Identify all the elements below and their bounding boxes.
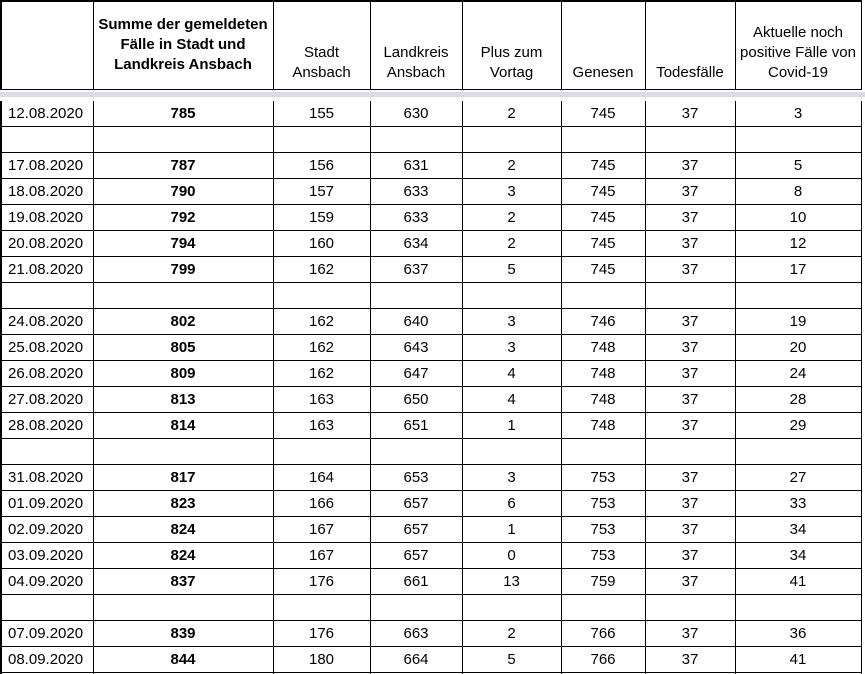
table-row: [1, 361, 861, 387]
cell-genesen-r8[interactable]: 746: [561, 309, 645, 335]
cell-stadt-r0[interactable]: 155: [273, 101, 370, 127]
cell-aktuell-r1[interactable]: [735, 127, 861, 153]
cell-stadt-r1[interactable]: [273, 127, 370, 153]
cell-summe-r11[interactable]: 813: [93, 387, 273, 413]
table-row-empty: [1, 595, 861, 621]
cell-aktuell-r12[interactable]: 29: [735, 413, 861, 439]
cell-summe-r2[interactable]: 787: [93, 153, 273, 179]
cell-plus-r17[interactable]: 0: [462, 543, 561, 569]
cell-plus-r9[interactable]: 3: [462, 335, 561, 361]
cell-stadt-r15[interactable]: 166: [273, 491, 370, 517]
cell-stadt-r16[interactable]: 167: [273, 517, 370, 543]
cell-landkreis-r0[interactable]: 630: [370, 101, 462, 127]
cell-todesfaelle-r14[interactable]: 37: [645, 465, 735, 491]
cell-genesen-r3[interactable]: 745: [561, 179, 645, 205]
cell-todesfaelle-r12[interactable]: 37: [645, 413, 735, 439]
cell-landkreis-r10[interactable]: 647: [370, 361, 462, 387]
cell-landkreis-r17[interactable]: 657: [370, 543, 462, 569]
cell-stadt-r7[interactable]: [273, 283, 370, 309]
table-row: [1, 153, 861, 179]
cell-plus-r3[interactable]: 3: [462, 179, 561, 205]
covid-table-header: [0, 0, 862, 90]
cell-landkreis-r7[interactable]: [370, 283, 462, 309]
cell-date-r15[interactable]: 01.09.2020: [1, 491, 93, 517]
cell-stadt-r4[interactable]: 159: [273, 205, 370, 231]
cell-genesen-r10[interactable]: 748: [561, 361, 645, 387]
table-row: [1, 569, 861, 595]
header-cell-landkreis[interactable]: Landkreis Ansbach: [370, 1, 462, 90]
table-row: [1, 465, 861, 491]
cell-date-r9[interactable]: 25.08.2020: [1, 335, 93, 361]
cell-genesen-r13[interactable]: [561, 439, 645, 465]
cell-todesfaelle-r18[interactable]: 37: [645, 569, 735, 595]
cell-todesfaelle-r4[interactable]: 37: [645, 205, 735, 231]
cell-plus-r15[interactable]: 6: [462, 491, 561, 517]
cell-date-r6[interactable]: 21.08.2020: [1, 257, 93, 283]
cell-todesfaelle-r15[interactable]: 37: [645, 491, 735, 517]
cell-genesen-r0[interactable]: 745: [561, 101, 645, 127]
cell-genesen-r11[interactable]: 748: [561, 387, 645, 413]
cell-stadt-r17[interactable]: 167: [273, 543, 370, 569]
cell-genesen-r7[interactable]: [561, 283, 645, 309]
cell-plus-r18[interactable]: 13: [462, 569, 561, 595]
cell-summe-r3[interactable]: 790: [93, 179, 273, 205]
cell-landkreis-r4[interactable]: 633: [370, 205, 462, 231]
cell-date-r19[interactable]: [1, 595, 93, 621]
cell-stadt-r11[interactable]: 163: [273, 387, 370, 413]
cell-summe-r18[interactable]: 837: [93, 569, 273, 595]
cell-date-r18[interactable]: 04.09.2020: [1, 569, 93, 595]
cell-aktuell-r11[interactable]: 28: [735, 387, 861, 413]
cell-summe-r15[interactable]: 823: [93, 491, 273, 517]
header-cell-todesfaelle[interactable]: Todesfälle: [645, 1, 735, 90]
cell-landkreis-r2[interactable]: 631: [370, 153, 462, 179]
cell-aktuell-r19[interactable]: [735, 595, 861, 621]
cell-summe-r19[interactable]: [93, 595, 273, 621]
cell-aktuell-r14[interactable]: 27: [735, 465, 861, 491]
table-row: [1, 179, 861, 205]
cell-stadt-r21[interactable]: 180: [273, 647, 370, 673]
cell-summe-r10[interactable]: 809: [93, 361, 273, 387]
table-row: [1, 387, 861, 413]
cell-stadt-r5[interactable]: 160: [273, 231, 370, 257]
cell-date-r5[interactable]: 20.08.2020: [1, 231, 93, 257]
header-cell-date[interactable]: [1, 1, 93, 90]
cell-todesfaelle-r16[interactable]: 37: [645, 517, 735, 543]
header-cell-summe[interactable]: Summe der gemeldeten Fälle in Stadt und Landkreis Ansbach: [93, 1, 273, 90]
header-cell-aktuelle-positive[interactable]: Aktuelle noch positive Fälle von Covid-19: [735, 1, 861, 90]
cell-summe-r13[interactable]: [93, 439, 273, 465]
cell-stadt-r19[interactable]: [273, 595, 370, 621]
cell-plus-r10[interactable]: 4: [462, 361, 561, 387]
table-row: [1, 647, 861, 673]
cell-plus-r14[interactable]: 3: [462, 465, 561, 491]
cell-plus-r4[interactable]: 2: [462, 205, 561, 231]
table-row: [1, 543, 861, 569]
freeze-pane-divider: [0, 92, 865, 101]
table-row: [1, 309, 861, 335]
cell-landkreis-r19[interactable]: [370, 595, 462, 621]
cell-genesen-r17[interactable]: 753: [561, 543, 645, 569]
cell-plus-r0[interactable]: 2: [462, 101, 561, 127]
cell-plus-r11[interactable]: 4: [462, 387, 561, 413]
cell-todesfaelle-r9[interactable]: 37: [645, 335, 735, 361]
cell-stadt-r3[interactable]: 157: [273, 179, 370, 205]
cell-summe-r0[interactable]: 785: [93, 101, 273, 127]
cell-plus-r2[interactable]: 2: [462, 153, 561, 179]
cell-stadt-r6[interactable]: 162: [273, 257, 370, 283]
cell-landkreis-r13[interactable]: [370, 439, 462, 465]
cell-plus-r12[interactable]: 1: [462, 413, 561, 439]
table-row: [1, 517, 861, 543]
cell-landkreis-r9[interactable]: 643: [370, 335, 462, 361]
cell-genesen-r9[interactable]: 748: [561, 335, 645, 361]
cell-todesfaelle-r6[interactable]: 37: [645, 257, 735, 283]
cell-landkreis-r20[interactable]: 663: [370, 621, 462, 647]
cell-summe-r16[interactable]: 824: [93, 517, 273, 543]
cell-summe-r4[interactable]: 792: [93, 205, 273, 231]
cell-todesfaelle-r0[interactable]: 37: [645, 101, 735, 127]
cell-landkreis-r16[interactable]: 657: [370, 517, 462, 543]
cell-genesen-r5[interactable]: 745: [561, 231, 645, 257]
cell-summe-r8[interactable]: 802: [93, 309, 273, 335]
cell-landkreis-r15[interactable]: 657: [370, 491, 462, 517]
cell-date-r16[interactable]: 02.09.2020: [1, 517, 93, 543]
cell-genesen-r1[interactable]: [561, 127, 645, 153]
cell-aktuell-r16[interactable]: 34: [735, 517, 861, 543]
cell-date-r21[interactable]: 08.09.2020: [1, 647, 93, 673]
cell-plus-r13[interactable]: [462, 439, 561, 465]
cell-summe-r9[interactable]: 805: [93, 335, 273, 361]
table-row-empty: [1, 283, 861, 309]
cell-landkreis-r12[interactable]: 651: [370, 413, 462, 439]
table-row: [1, 257, 861, 283]
header-cell-plus-vortag[interactable]: Plus zum Vortag: [462, 1, 561, 90]
cell-genesen-r21[interactable]: 766: [561, 647, 645, 673]
table-row: [1, 231, 861, 257]
cell-stadt-r2[interactable]: 156: [273, 153, 370, 179]
cell-genesen-r2[interactable]: 745: [561, 153, 645, 179]
cell-todesfaelle-r1[interactable]: [645, 127, 735, 153]
cell-aktuell-r21[interactable]: 41: [735, 647, 861, 673]
cell-genesen-r18[interactable]: 759: [561, 569, 645, 595]
cell-stadt-r13[interactable]: [273, 439, 370, 465]
cell-plus-r7[interactable]: [462, 283, 561, 309]
header-row: [1, 1, 861, 90]
cell-todesfaelle-r11[interactable]: 37: [645, 387, 735, 413]
table-row-empty: [1, 439, 861, 465]
cell-summe-r7[interactable]: [93, 283, 273, 309]
cell-todesfaelle-r5[interactable]: 37: [645, 231, 735, 257]
cell-todesfaelle-r2[interactable]: 37: [645, 153, 735, 179]
table-row: [1, 413, 861, 439]
cell-summe-r20[interactable]: 839: [93, 621, 273, 647]
cell-plus-r5[interactable]: 2: [462, 231, 561, 257]
cell-todesfaelle-r10[interactable]: 37: [645, 361, 735, 387]
cell-plus-r21[interactable]: 5: [462, 647, 561, 673]
cell-date-r17[interactable]: 03.09.2020: [1, 543, 93, 569]
cell-todesfaelle-r8[interactable]: 37: [645, 309, 735, 335]
cell-genesen-r20[interactable]: 766: [561, 621, 645, 647]
cell-landkreis-r6[interactable]: 637: [370, 257, 462, 283]
cell-date-r10[interactable]: 26.08.2020: [1, 361, 93, 387]
cell-summe-r21[interactable]: 844: [93, 647, 273, 673]
cell-genesen-r4[interactable]: 745: [561, 205, 645, 231]
cell-genesen-r15[interactable]: 753: [561, 491, 645, 517]
cell-plus-r16[interactable]: 1: [462, 517, 561, 543]
cell-aktuell-r8[interactable]: 19: [735, 309, 861, 335]
cell-summe-r5[interactable]: 794: [93, 231, 273, 257]
cell-aktuell-r5[interactable]: 12: [735, 231, 861, 257]
cell-landkreis-r18[interactable]: 661: [370, 569, 462, 595]
cell-stadt-r14[interactable]: 164: [273, 465, 370, 491]
cell-date-r2[interactable]: 17.08.2020: [1, 153, 93, 179]
cell-aktuell-r3[interactable]: 8: [735, 179, 861, 205]
table-row-empty: [1, 127, 861, 153]
table-row: [1, 101, 861, 127]
cell-date-r12[interactable]: 28.08.2020: [1, 413, 93, 439]
cell-date-r1[interactable]: [1, 127, 93, 153]
cell-todesfaelle-r20[interactable]: 37: [645, 621, 735, 647]
cell-genesen-r14[interactable]: 753: [561, 465, 645, 491]
cell-genesen-r12[interactable]: 748: [561, 413, 645, 439]
cell-date-r0[interactable]: 12.08.2020: [1, 101, 93, 127]
cell-aktuell-r18[interactable]: 41: [735, 569, 861, 595]
header-cell-stadt[interactable]: Stadt Ansbach: [273, 1, 370, 90]
cell-landkreis-r1[interactable]: [370, 127, 462, 153]
cell-plus-r8[interactable]: 3: [462, 309, 561, 335]
cell-date-r11[interactable]: 27.08.2020: [1, 387, 93, 413]
cell-plus-r1[interactable]: [462, 127, 561, 153]
cell-plus-r6[interactable]: 5: [462, 257, 561, 283]
cell-stadt-r18[interactable]: 176: [273, 569, 370, 595]
cell-todesfaelle-r13[interactable]: [645, 439, 735, 465]
cell-genesen-r16[interactable]: 753: [561, 517, 645, 543]
cell-aktuell-r6[interactable]: 17: [735, 257, 861, 283]
cell-landkreis-r5[interactable]: 634: [370, 231, 462, 257]
cell-aktuell-r17[interactable]: 34: [735, 543, 861, 569]
cell-todesfaelle-r19[interactable]: [645, 595, 735, 621]
cell-landkreis-r11[interactable]: 650: [370, 387, 462, 413]
cell-stadt-r9[interactable]: 162: [273, 335, 370, 361]
cell-aktuell-r4[interactable]: 10: [735, 205, 861, 231]
cell-landkreis-r8[interactable]: 640: [370, 309, 462, 335]
cell-date-r14[interactable]: 31.08.2020: [1, 465, 93, 491]
cell-summe-r12[interactable]: 814: [93, 413, 273, 439]
table-row: [1, 491, 861, 517]
cell-date-r13[interactable]: [1, 439, 93, 465]
cell-aktuell-r7[interactable]: [735, 283, 861, 309]
table-row: [1, 205, 861, 231]
cell-plus-r19[interactable]: [462, 595, 561, 621]
cell-summe-r6[interactable]: 799: [93, 257, 273, 283]
freeze-pane-divider-bar: [0, 92, 865, 97]
cell-genesen-r6[interactable]: 745: [561, 257, 645, 283]
cell-todesfaelle-r17[interactable]: 37: [645, 543, 735, 569]
cell-genesen-r19[interactable]: [561, 595, 645, 621]
cell-stadt-r10[interactable]: 162: [273, 361, 370, 387]
cell-aktuell-r2[interactable]: 5: [735, 153, 861, 179]
cell-todesfaelle-r7[interactable]: [645, 283, 735, 309]
cell-todesfaelle-r21[interactable]: 37: [645, 647, 735, 673]
table-row: [1, 621, 861, 647]
cell-date-r4[interactable]: 19.08.2020: [1, 205, 93, 231]
cell-summe-r14[interactable]: 817: [93, 465, 273, 491]
cell-aktuell-r0[interactable]: 3: [735, 101, 861, 127]
table-row: [1, 335, 861, 361]
cell-landkreis-r14[interactable]: 653: [370, 465, 462, 491]
cell-aktuell-r10[interactable]: 24: [735, 361, 861, 387]
cell-landkreis-r21[interactable]: 664: [370, 647, 462, 673]
cell-aktuell-r20[interactable]: 36: [735, 621, 861, 647]
cell-stadt-r20[interactable]: 176: [273, 621, 370, 647]
cell-aktuell-r15[interactable]: 33: [735, 491, 861, 517]
cell-summe-r1[interactable]: [93, 127, 273, 153]
header-cell-genesen[interactable]: Genesen: [561, 1, 645, 90]
cell-date-r3[interactable]: 18.08.2020: [1, 179, 93, 205]
cell-todesfaelle-r3[interactable]: 37: [645, 179, 735, 205]
cell-date-r20[interactable]: 07.09.2020: [1, 621, 93, 647]
cell-aktuell-r9[interactable]: 20: [735, 335, 861, 361]
cell-summe-r17[interactable]: 824: [93, 543, 273, 569]
cell-landkreis-r3[interactable]: 633: [370, 179, 462, 205]
cell-stadt-r12[interactable]: 163: [273, 413, 370, 439]
cell-aktuell-r13[interactable]: [735, 439, 861, 465]
cell-date-r7[interactable]: [1, 283, 93, 309]
covid-table-body: [0, 101, 862, 674]
cell-date-r8[interactable]: 24.08.2020: [1, 309, 93, 335]
cell-stadt-r8[interactable]: 162: [273, 309, 370, 335]
cell-plus-r20[interactable]: 2: [462, 621, 561, 647]
